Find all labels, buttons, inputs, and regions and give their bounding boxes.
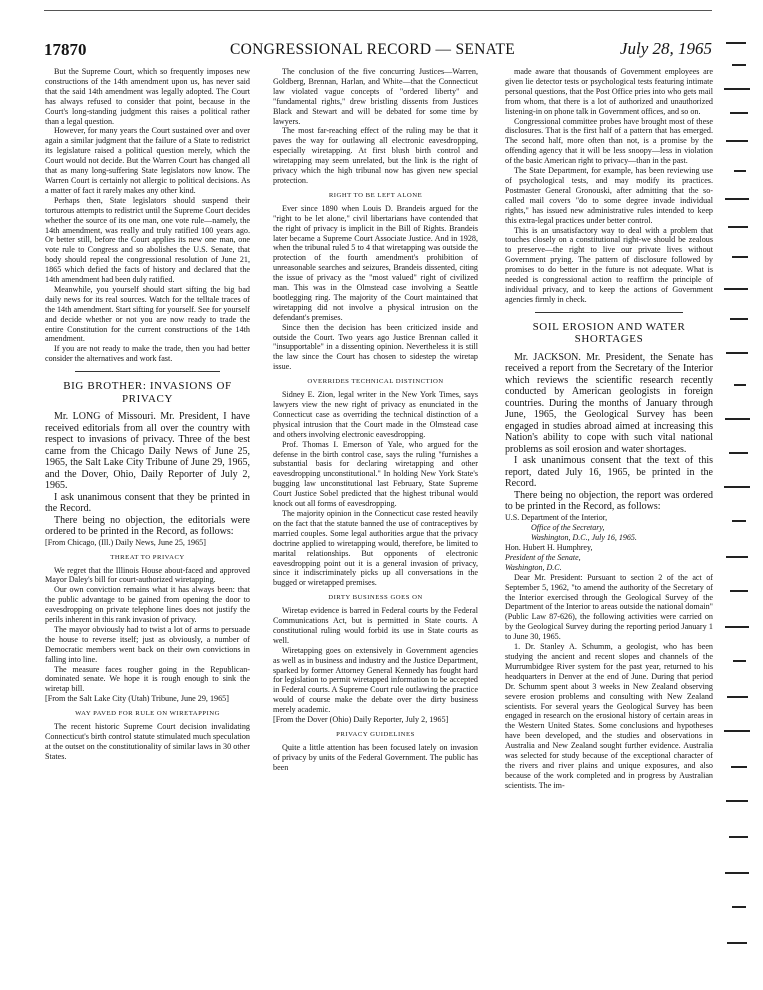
paragraph: Congressional committee probes have brought most of these disclosures. That is the first half of a pattern that has emerged. The second half, more often than not, is a promise by the offending agency that it will be less snoopy—less in violation of the basic American right to privacy—than in the past. <box>505 116 713 166</box>
paragraph: The mayor obviously had to twist a lot of arms to persuade the house to reverse itself; just as obviously, a number of Democratic members went back on their own convictions in falling into line. <box>45 624 250 664</box>
top-rule <box>44 10 712 11</box>
letter-addressee-city: Washington, D.C. <box>505 562 562 572</box>
paragraph: There being no objection, the editorials were ordered to be printed in the Record, as follows: <box>45 514 250 538</box>
issue-date: July 28, 1965 <box>619 39 712 58</box>
source-citation: [From the Salt Lake City (Utah) Tribune, June 29, 1965] <box>45 694 229 704</box>
subheading: OVERRIDES TECHNICAL DISTINCTION <box>307 378 444 386</box>
subheading: DIRTY BUSINESS GOES ON <box>328 594 423 602</box>
letter-office: Office of the Secretary, <box>531 522 605 532</box>
column-3 <box>505 67 713 791</box>
paragraph: Quite a little attention has been focused lately on invasion of privacy by units of the Federal Government. The public has been <box>273 742 478 772</box>
paragraph: Dear Mr. President: Pursuant to section 2 of the act of September 5, 1962, "to amend the authority of the Secretary of the Interior exercised through the Geological Survey of the Department of the Interior to areas outside the national domain" (Public Law 87-626), the following activities were carried on by the Geological Survey during the reporting period January 1 to June 30, 1965. <box>505 572 713 642</box>
paragraph: Our own conviction remains what it has always been: that the public advantage to be gained from opening the door to eavesdropping on private telephone lines does not justify the perils inherent in this rank invasion of privacy. <box>45 585 250 625</box>
letter-addressee-title: President of the Senate, <box>505 552 581 562</box>
paragraph: Ever since 1890 when Louis D. Brandeis argued for the "right to be let alone," civil libertarians have contended that the right of privacy is implicit in the Bill of Rights. Brandeis later became a Supreme Court Associate Justice. And in 1928, when the tribunal ruled 5 to 4 that wiretapping was outside the protection of the fourth amendment's prohibition of unreasonable searches and seizures, Brandeis dissented, citing the issue of privacy as the "most valued" right of civilized man. This was in the Olmstead case involving a Seattle bootlegging ring. The majority of the Court maintained that wiretapping did not involve a physical intrusion on the defendant's premises. <box>273 203 478 322</box>
paragraph: If you are not ready to make the trade, then you had better consider the alternatives and work fast. <box>45 344 250 364</box>
paragraph: There being no objection, the report was ordered to be printed in the Record, as follows: <box>505 489 713 513</box>
paragraph: We regret that the Illinois House about-faced and approved Mayor Daley's bill for court-authorized wiretapping. <box>45 565 250 585</box>
paragraph: Wiretap evidence is barred in Federal courts by the Federal Communications Act, but is permitted in State courts. A constitutional ruling would forbid its use in State courts as well. <box>273 606 478 645</box>
publication-title: CONGRESSIONAL RECORD — SENATE <box>230 41 515 58</box>
section-divider <box>75 371 220 372</box>
source-citation: [From the Dover (Ohio) Daily Reporter, July 2, 1965] <box>273 715 449 725</box>
subheading: WAY PAVED FOR RULE ON WIRETAPPING <box>75 710 220 718</box>
paragraph: Since then the decision has been criticized inside and outside the Court. Two years ago Justice Brennan called it "insupportable" in a dissenting opinion. Nevertheless it is still the law since the Court has chosen to sidestep the wiretap issue. <box>273 322 478 372</box>
letter-addressee: Hon. Hubert H. Humphrey, <box>505 542 593 552</box>
subheading: THREAT TO PRIVACY <box>110 553 185 561</box>
paragraph: The conclusion of the five concurring Justices—Warren, Goldberg, Brennan, Harlan, and White—that the Connecticut law violated vague concepts of "ordered liberty" and "fundamental rights," drew bristling dissents from Justices Black and Stewart and will be debated for some time by lawyers. <box>273 67 478 126</box>
paragraph: 1. Dr. Stanley A. Schumm, a geologist, who has been studying the ancient and recent slopes and channels of the Murrumbidgee River system for the past year, returned to his headquarters in Denver at the end of June. During that period Dr. Schumm spent about 3 weeks in New Zealand observing severe erosion problems and consulting with New Zealand scientists. For several years the Geological Survey has been engaged in research on the erosional history of certain areas in the Western United States. Some conclusions and hypotheses have been developed, and the studies and observations in Australia and New Zealand sought further evidence. Australia was selected for study because of the exceptional character of the rivers and river plains and unique exposures, and also because of the work completed and in progress by Australian scientists. The im- <box>505 642 713 790</box>
letter-department: U.S. Department of the Interior, <box>505 512 608 522</box>
paragraph: The recent historic Supreme Court decision invalidating Connecticut's birth control statute stimulated much speculation at the outset on the constitutionality of similar laws in 30 other States. <box>45 722 250 761</box>
paragraph: Perhaps then, State legislators should suspend their torturous attempts to redistrict until the Supreme Court decides whether the source of its one man, one vote rule—namely, the 14th amendment, was really and truly ratified 100 years ago. Or better still, before the Court applies its new one man, one vote rule to Congress and so abolishes the U.S. Senate, that body should repeal the congressional resolution of June 21, 1865 which defied the facts of history and declared that the 14th amendment had been duly ratified. <box>45 195 250 285</box>
paragraph: Prof. Thomas I. Emerson of Yale, who argued for the defense in the birth control case, says the ruling "furnishes a substantial basis for declaring wiretapping and other eavesdropping unconstitutional." In holding New York State's bugging law unconstitutional last February, State Supreme Court Justice Sobel predicted that the highest tribunal would knock out all forms of eavesdropping. <box>273 439 478 509</box>
section-heading: BIG BROTHER: INVASIONS OF PRIVACY <box>63 380 232 405</box>
paragraph: The State Department, for example, has been reviewing use of psychological tests, and may modify its practices. Postmaster General Gronouski, after admitting that the so-called mail covers "do to some degree invade individual rights," has issued new administrative rules intended to keep this extra-legal practices under better control. <box>505 166 713 225</box>
paragraph: made aware that thousands of Government employees are given lie detector tests or psychological tests featuring intimate personal questions, that the Post Office pries into who gets mail from whom, that there is a lot of authorized and unauthorized listening-in on phone talk in Government offices, and so on. <box>505 67 713 116</box>
paragraph: I ask unanimous consent that they be printed in the Record. <box>45 491 250 515</box>
paragraph: But the Supreme Court, which so frequently imposes new constructions of the 14th amendment upon us, has never said that the said 14th amendment was legally adopted. The Court has always refused to consider that point, because in the Court's long-standing judgment this raises a political rather than a legal question. <box>45 67 250 126</box>
subheading: PRIVACY GUIDELINES <box>336 731 415 738</box>
letter-dateline: Washington, D.C., July 16, 1965. <box>531 532 637 542</box>
paragraph: The measure faces rougher going in the Republican-dominated senate. We hope it is rough enough to sink the wiretap bill. <box>45 664 250 694</box>
paragraph: Wiretapping goes on extensively in Government agencies as well as in business and industry and the Justice Department, sparked by former Attorney General Kennedy has fought hard for legislation to permit wiretapped information to be accepted in Federal courts. A Supreme Court rule outlawing the practice would of course make the debate over the dirty business merely academic. <box>273 645 478 715</box>
paragraph: The majority opinion in the Connecticut case rested heavily on the fact that the statute banned the use of contraceptives by married couples. Some legal authorities argue that the privacy doctrine applied to wiretapping would, therefore, be limited to marital relationships. But opponents of electronic eavesdropping point out it is a general invasion of privacy, since it indiscriminately picks up all conversations in the bugged or wiretapped premises. <box>273 508 478 588</box>
section-divider <box>535 312 683 313</box>
column-2 <box>273 67 478 773</box>
paragraph: Mr. LONG of Missouri. Mr. President, I have received editorials from all over the country with respect to invasions of privacy. Three of the best came from the Chicago Daily News of June 25, 1965, the Salt Lake City Tribune of June 29, 1965, and the Dover, Ohio, Daily Reporter of July 2, 1965. <box>45 411 250 492</box>
subheading: RIGHT TO BE LEFT ALONE <box>328 191 423 199</box>
letter-address-block <box>505 513 713 573</box>
column-1 <box>45 67 250 762</box>
page-number: 17870 <box>44 40 87 59</box>
paragraph: The most far-reaching effect of the ruling may be that it paves the way for outlawing all electronic eavesdropping, especially wiretapping. At first blush birth control and wiretapping may seem unrelated, but the link is the right of privacy which the high tribunal now has given new special protection. <box>273 126 478 185</box>
paragraph: Mr. JACKSON. Mr. President, the Senate has received a report from the Secretary of the Interior which reviews the scientific research recently conducted by American geologists in foreign countries. During the months of January through June, 1965, the Geological Survey has been engaged in studies abroad aimed at increasing this Nation's ability to cope with such vital national problems as soil erosion and water shortages. <box>505 351 713 455</box>
paragraph: Meanwhile, you yourself should start sifting the big bad daily news for its real sources. Watch for the telltale traces of the 14th amendment. Start sifting for yourself. See for yourself and decide whether or not you are now ready to trade the entire Constitution for the current constructions of the 14th amendment. <box>45 284 250 344</box>
page-header <box>44 40 712 66</box>
paragraph: This is an unsatisfactory way to deal with a problem that touches closely on a constitutional right-we should be zealous to preserve—the right to live our private lives without Government prying. The pattern of disclosure followed by promises to do better in the future is not adequate. What is needed is congressional action to reaffirm the principle of individual privacy, and to keep the actions of Government agencies firmly in check. <box>505 225 713 304</box>
paragraph: I ask unanimous consent that the text of this report, dated July 16, 1965, be printed in the Record. <box>505 455 713 490</box>
paragraph: Sidney E. Zion, legal writer in the New York Times, says lawyers view the new right of privacy as enunciated in the Connecticut case as overriding the technical distinction of a physical intrusion that the Court made in the Olmstead case and others involving electronic eavesdropping. <box>273 390 478 439</box>
section-heading: SOIL EROSION AND WATER SHORTAGES <box>532 320 686 346</box>
source-citation: [From Chicago, (Ill.) Daily News, June 25, 1965] <box>45 537 206 547</box>
scan-edge-marks <box>722 0 763 990</box>
paragraph: However, for many years the Court sustained over and over again a similar judgment that the failure of a State to redistrict its legislature raised a political question merely, which the Court would not decide. But the Warren Court has changed all that as many long-suffering State legislators now know. The Warren Court is certainly not allergic to political decisions. As a matter of fact it rarely makes any other kind. <box>45 126 250 195</box>
